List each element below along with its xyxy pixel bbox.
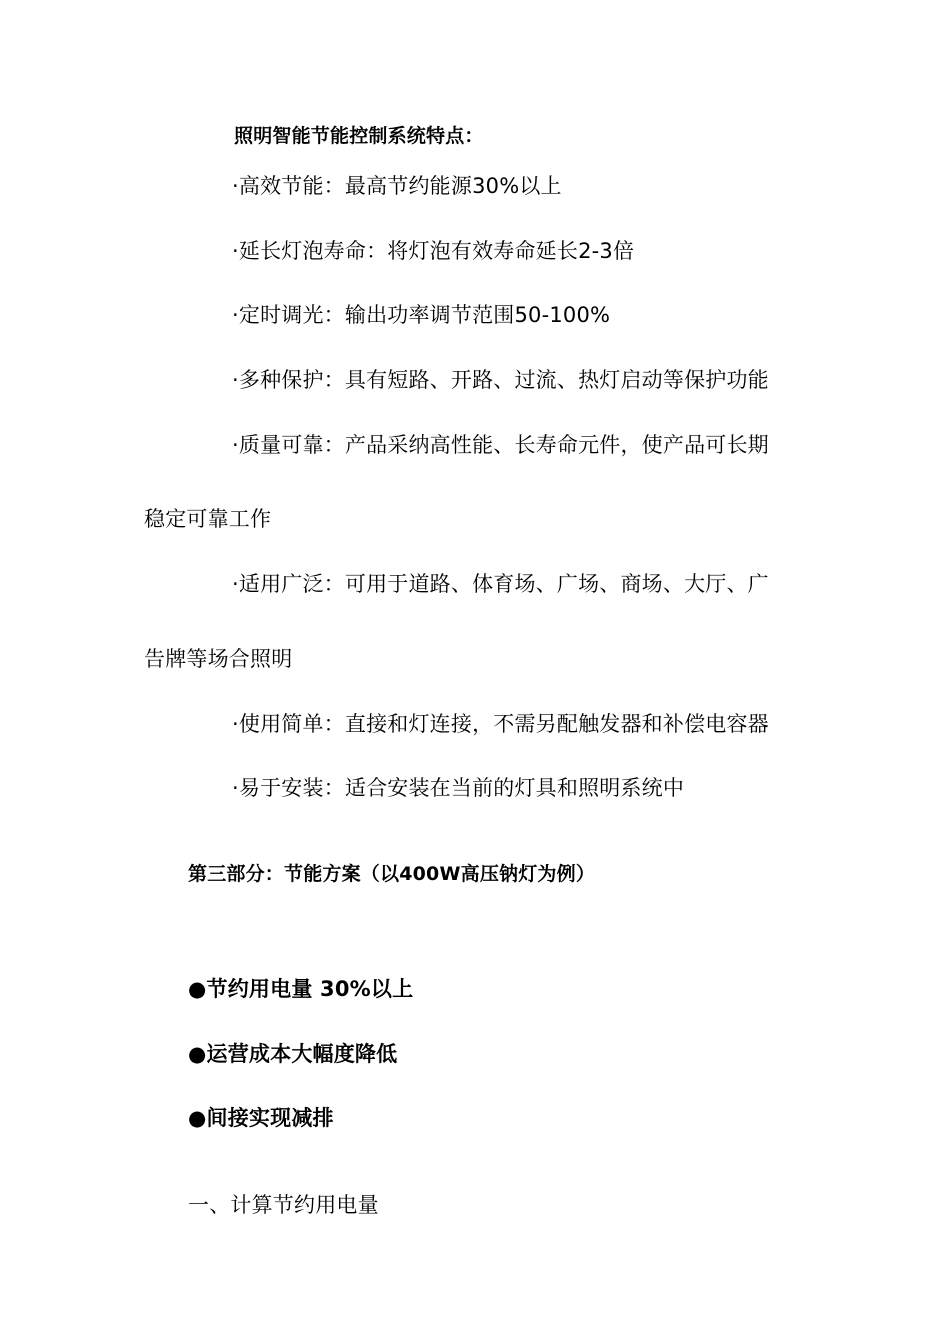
benefit-saving: ●节约用电量 30%以上 bbox=[188, 977, 414, 1001]
section1-title: 一、计算节约用电量 bbox=[188, 1193, 379, 1217]
feature-install: ·易于安装：适合安装在当前的灯具和照明系统中 bbox=[232, 776, 685, 800]
benefit-emission: ●间接实现减排 bbox=[188, 1106, 334, 1130]
feature-reliable-cont: 稳定可靠工作 bbox=[144, 507, 272, 531]
feature-simple: ·使用简单：直接和灯连接，不需另配触发器和补偿电容器 bbox=[232, 712, 769, 736]
benefit-cost: ●运营成本大幅度降低 bbox=[188, 1042, 398, 1066]
feature-wide-use-cont: 告牌等场合照明 bbox=[144, 647, 293, 671]
feature-wide-use: ·适用广泛：可用于道路、体育场、广场、商场、大厅、广 bbox=[232, 572, 769, 596]
features-title: 照明智能节能控制系统特点： bbox=[234, 125, 484, 147]
feature-dimming: ·定时调光：输出功率调节范围50-100% bbox=[232, 303, 611, 327]
feature-efficient: ·高效节能：最高节约能源30%以上 bbox=[232, 174, 562, 198]
part3-title: 第三部分：节能方案（以400W高压钠灯为例） bbox=[188, 863, 596, 885]
feature-bulb-life: ·延长灯泡寿命：将灯泡有效寿命延长2-3倍 bbox=[232, 239, 635, 263]
feature-reliable: ·质量可靠：产品采纳高性能、长寿命元件，使产品可长期 bbox=[232, 433, 769, 457]
feature-protection: ·多种保护：具有短路、开路、过流、热灯启动等保护功能 bbox=[232, 368, 769, 392]
